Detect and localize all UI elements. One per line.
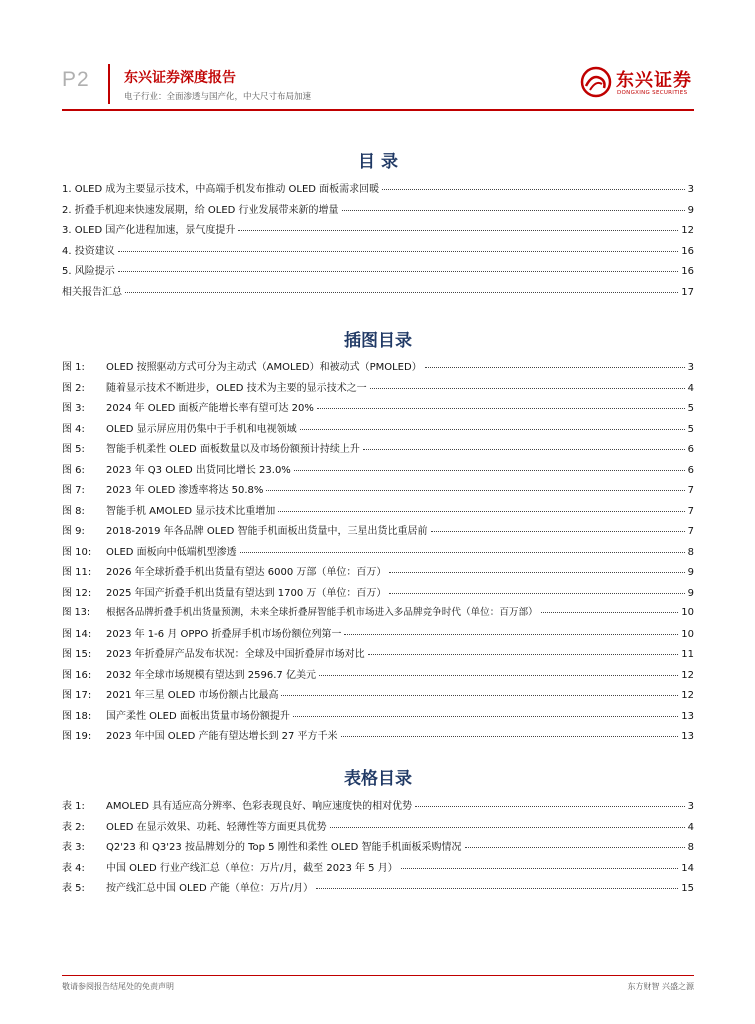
- figure-entry[interactable]: [62, 440, 694, 461]
- figure-entry[interactable]: [62, 645, 694, 666]
- figure-entry-page: 5: [687, 423, 694, 435]
- toc-entry-page: 17: [681, 286, 694, 298]
- page-number: P2: [62, 68, 90, 91]
- toc-entry[interactable]: [62, 262, 694, 283]
- leader-dots: [363, 449, 685, 450]
- figure-entry-page: 7: [687, 485, 694, 496]
- toc-entry[interactable]: [62, 283, 694, 304]
- table-number: 表 5:: [62, 883, 85, 894]
- figure-number: 图 19:: [62, 731, 92, 742]
- toc-entry[interactable]: [62, 180, 694, 201]
- leader-dots: [266, 490, 684, 491]
- figure-entry-page: 12: [681, 669, 694, 681]
- leader-dots: [316, 888, 678, 889]
- leader-dots: [319, 675, 678, 676]
- figure-entry-label: 2024 年 OLED 面板产能增长率有望可达 20%: [106, 403, 314, 414]
- figure-entry[interactable]: [62, 625, 694, 646]
- leader-dots: [300, 429, 685, 430]
- figure-entry-label: OLED 按照驱动方式可分为主动式（AMOLED）和被动式（PMOLED）: [106, 362, 422, 373]
- figure-number: 图 18:: [62, 710, 92, 722]
- leader-dots: [368, 654, 679, 655]
- figure-entry-page: 13: [681, 731, 694, 742]
- toc-title: 目 录: [358, 152, 398, 172]
- leader-dots: [431, 531, 685, 532]
- toc-entry-label: 1. OLED 成为主要显示技术，中高端手机发布推动 OLED 面板需求回暖: [62, 184, 380, 195]
- figure-entry[interactable]: [62, 481, 694, 502]
- leader-dots: [370, 388, 685, 389]
- figure-number: 图 8:: [62, 505, 85, 517]
- table-entry-label: 按产线汇总中国 OLED 产能（单位：万片/月）: [106, 883, 314, 894]
- figure-entry[interactable]: [62, 379, 694, 400]
- leader-dots: [278, 511, 684, 512]
- figure-entry-page: 6: [687, 444, 694, 455]
- figure-entry-label: OLED 显示屏应用仍集中于手机和电视领域: [106, 423, 297, 435]
- figure-number: 图 4:: [62, 423, 85, 435]
- figure-entry[interactable]: [62, 543, 694, 564]
- leader-dots: [342, 210, 685, 211]
- toc-entry-page: 16: [681, 245, 694, 257]
- figure-entry[interactable]: [62, 686, 694, 707]
- page-header: [0, 0, 755, 112]
- table-entry-page: 4: [687, 821, 694, 833]
- figure-number: 图 3:: [62, 403, 85, 414]
- figure-entry[interactable]: [62, 502, 694, 523]
- company-logo: [580, 64, 700, 102]
- table-entry-label: AMOLED 具有适应高分辨率、色彩表现良好、响应速度快的相对优势: [106, 801, 413, 812]
- figure-entry-page: 4: [687, 382, 694, 394]
- figure-list: [62, 358, 694, 748]
- toc-entry-label: 相关报告汇总: [62, 286, 122, 298]
- leader-dots: [389, 572, 684, 573]
- figure-entry-label: OLED 面板向中低端机型渗透: [106, 546, 237, 558]
- leader-dots: [541, 612, 679, 613]
- toc-entry-page: 3: [687, 184, 694, 195]
- figure-entry-page: 9: [687, 587, 694, 599]
- figure-entry[interactable]: [62, 420, 694, 441]
- leader-dots: [118, 271, 679, 272]
- figure-entry[interactable]: [62, 727, 694, 748]
- toc-entry-page: 9: [687, 204, 694, 216]
- table-entry-page: 15: [681, 883, 694, 894]
- figure-number: 图 12:: [62, 587, 92, 599]
- figure-entry-label: 2023 年折叠屏产品发布状况：全球及中国折叠屏市场对比: [106, 649, 365, 660]
- table-number: 表 3:: [62, 842, 85, 853]
- figure-entry[interactable]: [62, 604, 694, 625]
- report-title: 东兴证券深度报告: [124, 70, 236, 86]
- leader-dots: [317, 408, 685, 409]
- figure-entry[interactable]: [62, 563, 694, 584]
- leader-dots: [330, 827, 685, 828]
- figure-entry-page: 3: [687, 362, 694, 373]
- table-list: [62, 797, 694, 900]
- figure-entry-label: 2023 年 OLED 渗透率将达 50.8%: [106, 485, 264, 496]
- toc-entry-label: 2. 折叠手机迎来快速发展期，给 OLED 行业发展带来新的增量: [62, 204, 339, 216]
- figure-entry-label: 智能手机柔性 OLED 面板数量以及市场份额预计持续上升: [106, 444, 360, 455]
- disclaimer-note: 敬请参阅报告结尾处的免责声明: [62, 982, 174, 991]
- figure-number: 图 13:: [62, 607, 91, 618]
- header-divider: [108, 64, 110, 104]
- leader-dots: [281, 695, 678, 696]
- toc-entry-page: 16: [681, 266, 694, 277]
- figure-entry-page: 9: [687, 567, 694, 578]
- figure-number: 图 6:: [62, 464, 85, 476]
- figure-entry-label: 2032 年全球市场规模有望达到 2596.7 亿美元: [106, 669, 316, 681]
- toc-entry-label: 5. 风险提示: [62, 266, 115, 277]
- figure-number: 图 10:: [62, 546, 92, 558]
- figure-entry-page: 6: [687, 464, 694, 476]
- table-number: 表 2:: [62, 821, 85, 833]
- figure-entry-page: 10: [681, 628, 694, 640]
- header-rule: [62, 109, 694, 111]
- figure-entry-label: 国产柔性 OLED 面板出货量市场份额提升: [106, 710, 290, 722]
- logo-text-en: DONGXING SECURITIES: [617, 90, 688, 96]
- leader-dots: [341, 736, 679, 737]
- figure-entry-label: 2025 年国产折叠手机出货量有望达到 1700 万（单位：百万）: [106, 587, 387, 599]
- leader-dots: [240, 552, 685, 553]
- leader-dots: [425, 367, 685, 368]
- figure-entry-label: 2026 年全球折叠手机出货量有望达 6000 万部（单位：百万）: [106, 567, 387, 578]
- toc-list: [62, 180, 694, 303]
- figure-entry[interactable]: [62, 461, 694, 482]
- table-entry-page: 3: [687, 801, 694, 812]
- leader-dots: [118, 251, 679, 252]
- leader-dots: [293, 716, 678, 717]
- table-entry-label: 中国 OLED 行业产线汇总（单位：万片/月，截至 2023 年 5 月）: [106, 862, 398, 874]
- table-entry[interactable]: [62, 879, 694, 900]
- figure-entry[interactable]: [62, 358, 694, 379]
- figure-number: 图 15:: [62, 649, 92, 660]
- figure-entry-label: 2023 年中国 OLED 产能有望达增长到 27 平方千米: [106, 731, 338, 742]
- figure-entry-label: 2021 年三星 OLED 市场份额占比最高: [106, 690, 279, 701]
- table-entry-label: Q2'23 和 Q3'23 按品牌划分的 Top 5 刚性和柔性 OLED 智能手机面板采购情况: [106, 842, 462, 853]
- table-entry-page: 8: [687, 842, 694, 853]
- leader-dots: [344, 634, 678, 635]
- table-entry-label: OLED 在显示效果、功耗、轻薄性等方面更具优势: [106, 821, 327, 833]
- toc-entry-page: 12: [681, 225, 694, 236]
- toc-entry[interactable]: [62, 221, 694, 242]
- figure-entry-page: 5: [687, 403, 694, 414]
- figure-number: 图 5:: [62, 444, 85, 455]
- figure-entry[interactable]: [62, 584, 694, 605]
- figure-number: 图 11:: [62, 567, 92, 578]
- toc-entry-label: 3. OLED 国产化进程加速，景气度提升: [62, 225, 236, 236]
- figure-entry-page: 11: [681, 649, 694, 660]
- figure-entry-page: 13: [681, 710, 694, 722]
- figure-entry-label: 随着显示技术不断进步，OLED 技术为主要的显示技术之一: [106, 382, 367, 394]
- leader-dots: [389, 593, 684, 594]
- figure-number: 图 1:: [62, 362, 85, 373]
- table-entry[interactable]: [62, 797, 694, 818]
- toc-entry[interactable]: [62, 201, 694, 222]
- figure-number: 图 17:: [62, 690, 92, 701]
- figure-entry-page: 7: [687, 526, 694, 537]
- figure-entry-page: 10: [681, 607, 694, 618]
- logo-text-cn: 东兴证券: [616, 70, 692, 91]
- figure-number: 图 2:: [62, 382, 85, 394]
- table-number: 表 1:: [62, 801, 85, 812]
- figures-title: 插图目录: [344, 331, 412, 351]
- table-entry[interactable]: [62, 838, 694, 859]
- footer-rule: [62, 975, 694, 976]
- table-entry-page: 14: [681, 862, 694, 874]
- figure-entry-label: 智能手机 AMOLED 显示技术比重增加: [106, 505, 276, 517]
- table-entry[interactable]: [62, 859, 694, 880]
- tables-title: 表格目录: [344, 769, 412, 789]
- toc-entry[interactable]: [62, 242, 694, 263]
- leader-dots: [238, 230, 678, 231]
- figure-entry[interactable]: [62, 522, 694, 543]
- figure-number: 图 14:: [62, 628, 92, 640]
- figure-entry[interactable]: [62, 399, 694, 420]
- toc-entry-label: 4. 投资建议: [62, 245, 115, 257]
- figure-number: 图 9:: [62, 526, 85, 537]
- table-number: 表 4:: [62, 862, 85, 874]
- leader-dots: [125, 292, 678, 293]
- leader-dots: [415, 806, 685, 807]
- figure-entry-label: 2023 年 Q3 OLED 出货同比增长 23.0%: [106, 464, 291, 476]
- figure-entry-page: 7: [687, 505, 694, 517]
- figure-number: 图 16:: [62, 669, 92, 681]
- report-subtitle: 电子行业：全面渗透与国产化，中大尺寸布局加速: [124, 92, 312, 102]
- figure-entry-page: 8: [687, 546, 694, 558]
- table-entry[interactable]: [62, 818, 694, 839]
- leader-dots: [465, 847, 685, 848]
- figure-entry-label: 根据各品牌折叠手机出货量预测，未来全球折叠屏智能手机市场进入多品牌竞争时代（单位：百万部）: [106, 607, 538, 618]
- logo-mark-icon: [580, 66, 612, 98]
- figure-entry-page: 12: [681, 690, 694, 701]
- figure-number: 图 7:: [62, 485, 85, 496]
- company-slogan: 东方财智 兴盛之源: [627, 982, 694, 991]
- figure-entry-label: 2018-2019 年各品牌 OLED 智能手机面板出货量中，三星出货比重居前: [106, 526, 428, 537]
- figure-entry[interactable]: [62, 707, 694, 728]
- leader-dots: [382, 189, 684, 190]
- figure-entry-label: 2023 年 1-6 月 OPPO 折叠屏手机市场份额位列第一: [106, 628, 342, 640]
- leader-dots: [294, 470, 685, 471]
- figure-entry[interactable]: [62, 666, 694, 687]
- leader-dots: [401, 868, 679, 869]
